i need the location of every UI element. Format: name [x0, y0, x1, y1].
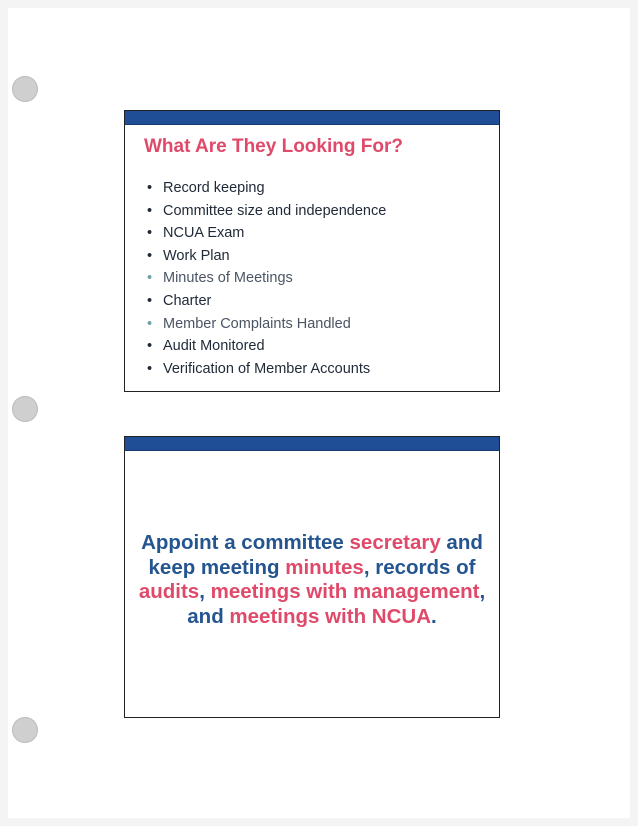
slide-statement [125, 531, 499, 629]
slide-title: What Are They Looking For? [144, 136, 403, 157]
list-item: • Work Plan [147, 245, 386, 268]
bullet-icon: • [147, 270, 153, 287]
statement-line: keep meeting minutes, records of [148, 555, 476, 579]
statement-line: and meetings with NCUA. [187, 604, 437, 628]
punch-hole [12, 76, 38, 102]
bullet-icon: • [147, 225, 153, 242]
punch-hole [12, 717, 38, 743]
list-item: • Audit Monitored [147, 335, 386, 358]
bullet-list [147, 177, 386, 380]
punch-hole [12, 396, 38, 422]
slide-header-bar [125, 437, 499, 451]
slide-appoint-secretary [124, 436, 500, 718]
list-item: • NCUA Exam [147, 222, 386, 245]
slide-header-bar [125, 111, 499, 125]
list-item: • Charter [147, 290, 386, 313]
statement-line: audits, meetings with management, [138, 580, 486, 603]
bullet-icon: • [147, 315, 153, 332]
list-item: • Record keeping [147, 177, 386, 200]
slide-what-are-they-looking-for [124, 110, 500, 392]
list-item: • Verification of Member Accounts [147, 358, 386, 381]
list-item: • Minutes of Meetings [147, 267, 386, 290]
bullet-icon: • [147, 202, 153, 219]
statement-line: Appoint a committee secretary and [141, 531, 483, 554]
bullet-icon: • [147, 292, 153, 309]
bullet-icon: • [147, 247, 153, 264]
bullet-icon: • [147, 338, 153, 355]
list-item: • Committee size and independence [147, 200, 386, 223]
bullet-icon: • [147, 180, 153, 196]
bullet-icon: • [147, 360, 153, 377]
list-item: • Member Complaints Handled [147, 313, 386, 336]
